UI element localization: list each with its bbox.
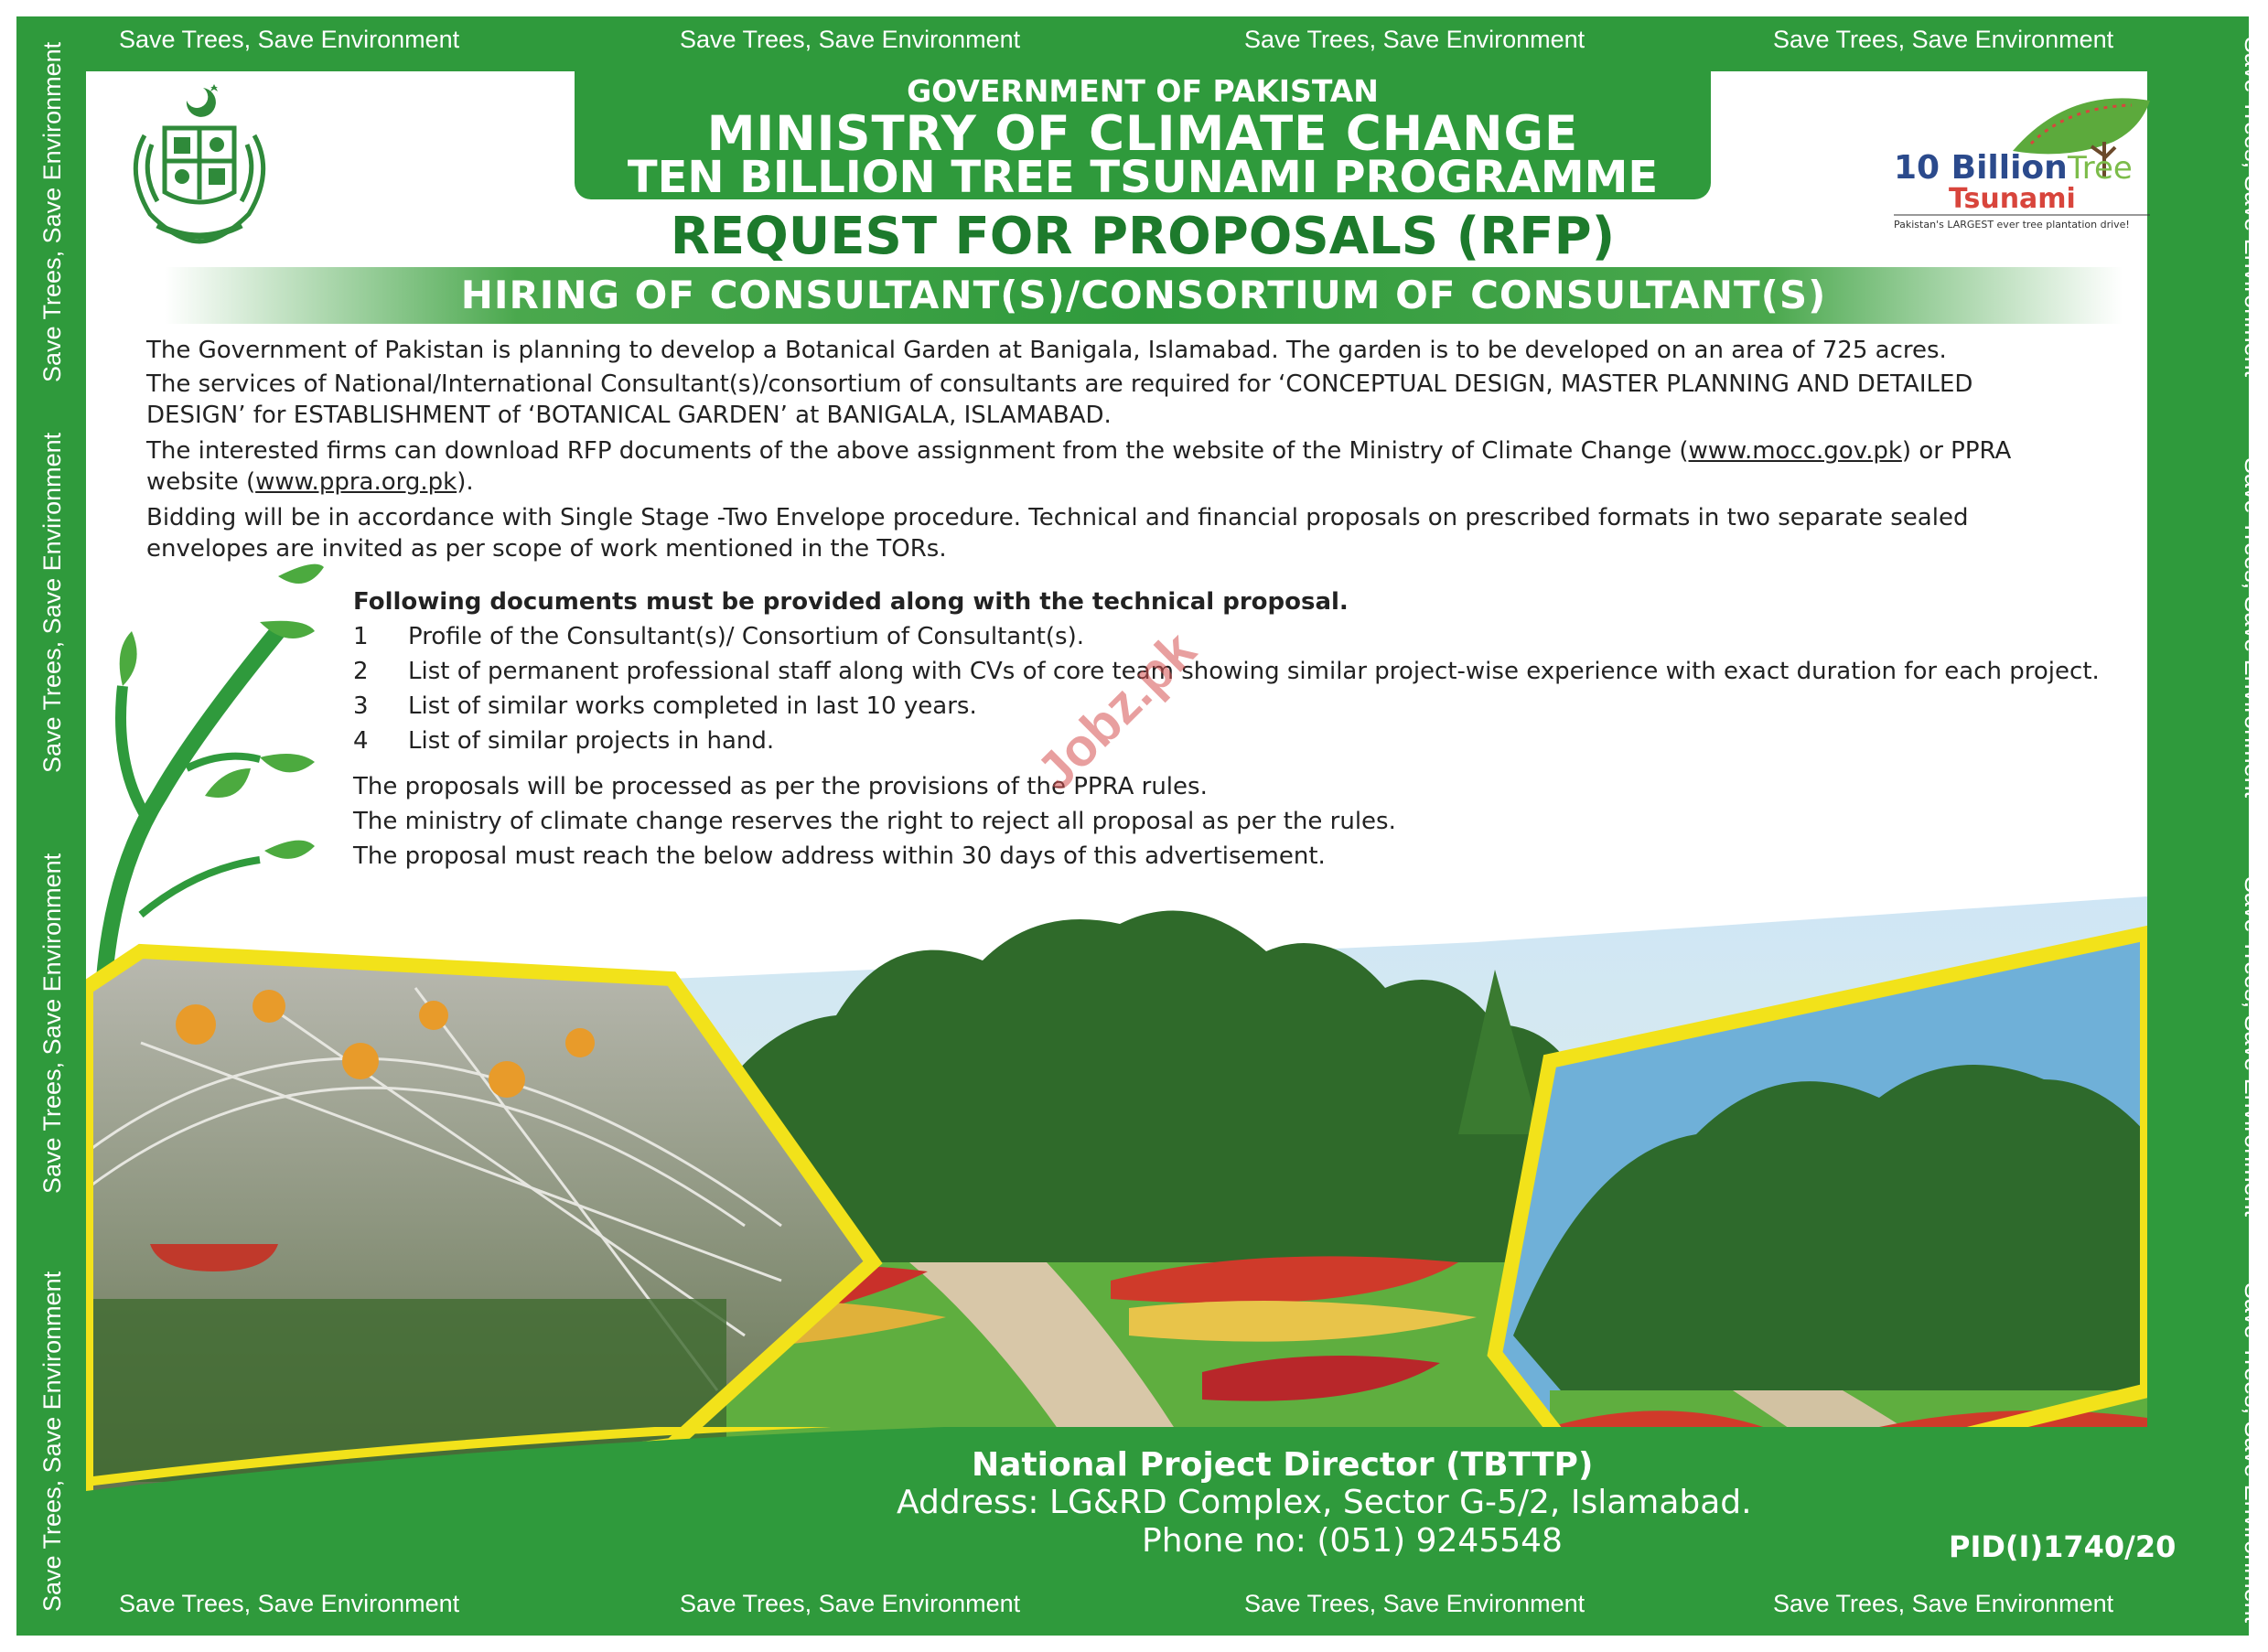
border-slogan: Save Trees, Save Environment xyxy=(38,41,66,382)
pid-number: PID(I)1740/20 xyxy=(1949,1529,2177,1564)
mocc-link[interactable]: www.mocc.gov.pk xyxy=(1688,437,1902,465)
hiring-title: HIRING OF CONSULTANT(S)/CONSORTIUM OF CONSULTANT(S) xyxy=(460,273,1827,317)
paragraph-download-line2 xyxy=(146,468,474,496)
paragraph-download-line1 xyxy=(146,437,2011,465)
border-slogan: Save Trees, Save Environment xyxy=(38,853,66,1194)
closing-note: The proposals will be processed as per the provisions of the PPRA rules. xyxy=(353,773,1208,800)
border-slogan: Save Trees, Save Environment xyxy=(1773,26,2114,53)
logo-tree-text: Tree xyxy=(2068,150,2133,187)
programme-title: TEN BILLION TREE TSUNAMI PROGRAMME xyxy=(627,152,1659,203)
closing-note: The proposal must reach the below address within 30 days of this advertisement. xyxy=(353,842,1326,870)
text-fragment: ) or PPRA xyxy=(1901,437,2012,465)
doc-item: List of similar projects in hand. xyxy=(408,727,775,755)
closing-note: The ministry of climate change reserves the right to reject all proposal as per the rules. xyxy=(353,808,1396,835)
border-slogan: Save Trees, Save Environment xyxy=(1773,1590,2114,1617)
documents-heading: Following documents must be provided along with the technical proposal. xyxy=(353,588,1349,616)
border-slogan: Save Trees, Save Environment xyxy=(2240,457,2267,799)
rfp-title: REQUEST FOR PROPOSALS (RFP) xyxy=(670,207,1616,266)
logo-tagline: Pakistan's LARGEST ever tree plantation drive! xyxy=(1894,219,2130,231)
border-slogan: Save Trees, Save Environment xyxy=(1244,1590,1585,1617)
header-band xyxy=(575,71,1711,203)
text-fragment: ). xyxy=(457,468,474,496)
border-slogan: Save Trees, Save Environment xyxy=(2240,1282,2267,1624)
ten-billion-tree-tsunami-logo xyxy=(1885,87,2159,233)
border-slogan: Save Trees, Save Environment xyxy=(680,1590,1021,1617)
doc-number: 3 xyxy=(353,692,369,720)
ppra-link[interactable]: www.ppra.org.pk xyxy=(255,468,457,496)
doc-number: 2 xyxy=(353,658,369,685)
ministry-title: MINISTRY OF CLIMATE CHANGE xyxy=(706,106,1579,162)
watermark: Jobz.pk xyxy=(1025,620,1208,802)
border-slogan: Save Trees, Save Environment xyxy=(2240,37,2267,378)
paragraph-services-line2: DESIGN’ for ESTABLISHMENT of ‘BOTANICAL GARDEN’ at BANIGALA, ISLAMABAD. xyxy=(146,402,1112,429)
border-strip-bottom xyxy=(16,1581,2249,1636)
footer-phone: Phone no: (051) 9245548 xyxy=(1142,1522,1563,1560)
border-slogan: Save Trees, Save Environment xyxy=(680,26,1021,53)
border-slogan: Save Trees, Save Environment xyxy=(38,432,66,773)
doc-item: Profile of the Consultant(s)/ Consortium of Consultant(s). xyxy=(408,623,1084,650)
border-slogan: Save Trees, Save Environment xyxy=(119,26,460,53)
paragraph-bidding-line2: envelopes are invited as per scope of work mentioned in the TORs. xyxy=(146,535,947,563)
paragraph-bidding-line1: Bidding will be in accordance with Single Stage -Two Envelope procedure. Technical and financial proposals on prescribed formats in two separate sealed xyxy=(146,504,1969,531)
text-fragment: website ( xyxy=(146,468,256,496)
text-fragment: The interested firms can download RFP documents of the above assignment from the website of the Ministry of Climate Change ( xyxy=(146,437,1689,465)
border-slogan: Save Trees, Save Environment xyxy=(119,1590,460,1617)
border-strip-top xyxy=(16,16,2249,71)
border-slogan: Save Trees, Save Environment xyxy=(38,1271,66,1612)
logo-tsunami-text: Tsunami xyxy=(1949,183,2076,215)
footer-address: Address: LG&RD Complex, Sector G-5/2, Islamabad. xyxy=(897,1484,1752,1521)
border-slogan: Save Trees, Save Environment xyxy=(1244,26,1585,53)
logo-billion-text: 10 Billion xyxy=(1894,149,2068,187)
government-emblem-icon xyxy=(108,71,291,254)
doc-number: 1 xyxy=(353,623,369,650)
doc-item: List of permanent professional staff along with CVs of core team showing similar project-wise experience with exact duration for each project. xyxy=(408,658,2100,685)
paragraph-garden: The Government of Pakistan is planning to develop a Botanical Garden at Banigala, Islamabad. The garden is to be developed on an area of 725 acres. xyxy=(146,337,1947,364)
doc-number: 4 xyxy=(353,727,369,755)
doc-item: List of similar works completed in last 10 years. xyxy=(408,692,977,720)
government-title: GOVERNMENT OF PAKISTAN xyxy=(907,73,1379,109)
border-slogan: Save Trees, Save Environment xyxy=(2240,876,2267,1218)
hiring-title-bar xyxy=(165,267,2123,324)
paragraph-services-line1: The services of National/International Consultant(s)/consortium of consultants are required for ‘CONCEPTUAL DESIGN, MASTER PLANNING AND DETAILED xyxy=(146,370,1973,398)
director-title: National Project Director (TBTTP) xyxy=(972,1446,1594,1484)
